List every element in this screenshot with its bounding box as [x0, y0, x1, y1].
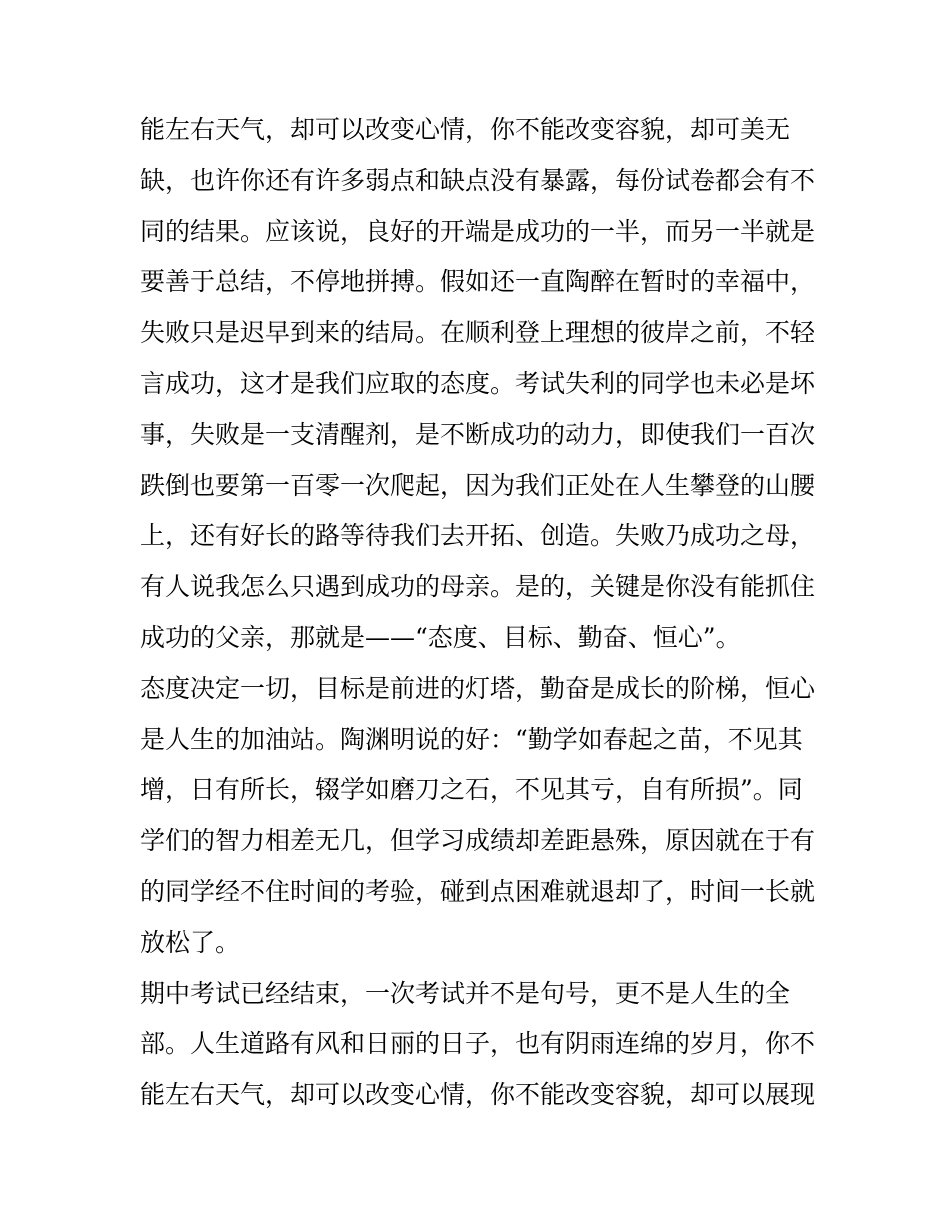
body-text: [140, 105, 820, 1121]
text-line: 部。人生道路有风和日丽的日子，也有阴雨连绵的岁月，你不: [140, 1029, 816, 1059]
text-line: 同的结果。应该说，良好的开端是成功的一半，而另一半就是: [140, 216, 816, 246]
text-line: 放松了。: [140, 927, 241, 957]
text-line: 跌倒也要第一百零一次爬起，因为我们正处在人生攀登的山腰: [140, 470, 816, 500]
text-line: 有人说我怎么只遇到成功的母亲。是的，关键是你没有能抓住: [140, 572, 816, 602]
text-line: 是人生的加油站。陶渊明说的好：“勤学如春起之苗，不见其: [140, 724, 803, 754]
text-line: 言成功，这才是我们应取的态度。考试失利的同学也未必是坏: [140, 368, 816, 398]
text-line: 增，日有所长，辍学如磨刀之石，不见其亏，自有所损”。同: [140, 775, 803, 805]
text-line: 的同学经不住时间的考验，碰到点困难就退却了，时间一长就: [140, 876, 816, 906]
text-line: 缺，也许你还有许多弱点和缺点没有暴露，每份试卷都会有不: [140, 165, 816, 195]
text-line: 上，还有好长的路等待我们去开拓、创造。失败乃成功之母，: [140, 521, 816, 551]
text-line: 态度决定一切，目标是前进的灯塔，勤奋是成长的阶梯，恒心: [140, 673, 816, 703]
text-line: 期中考试已经结束，一次考试并不是句号，更不是人生的全: [140, 978, 791, 1008]
text-line: 要善于总结，不停地拼搏。假如还一直陶醉在暂时的幸福中，: [140, 267, 816, 297]
text-line: 学们的智力相差无几，但学习成绩却差距悬殊，原因就在于有: [140, 826, 816, 856]
text-line: 事，失败是一支清醒剂，是不断成功的动力，即使我们一百次: [140, 419, 816, 449]
text-line: 失败只是迟早到来的结局。在顺利登上理想的彼岸之前，不轻: [140, 318, 816, 348]
text-line: 能左右天气，却可以改变心情，你不能改变容貌，却可美无: [140, 115, 791, 144]
text-line: 成功的父亲，那就是——“态度、目标、勤奋、恒心”。: [140, 622, 741, 652]
text-line: 能左右天气，却可以改变心情，你不能改变容貌，却可以展现: [140, 1080, 816, 1110]
